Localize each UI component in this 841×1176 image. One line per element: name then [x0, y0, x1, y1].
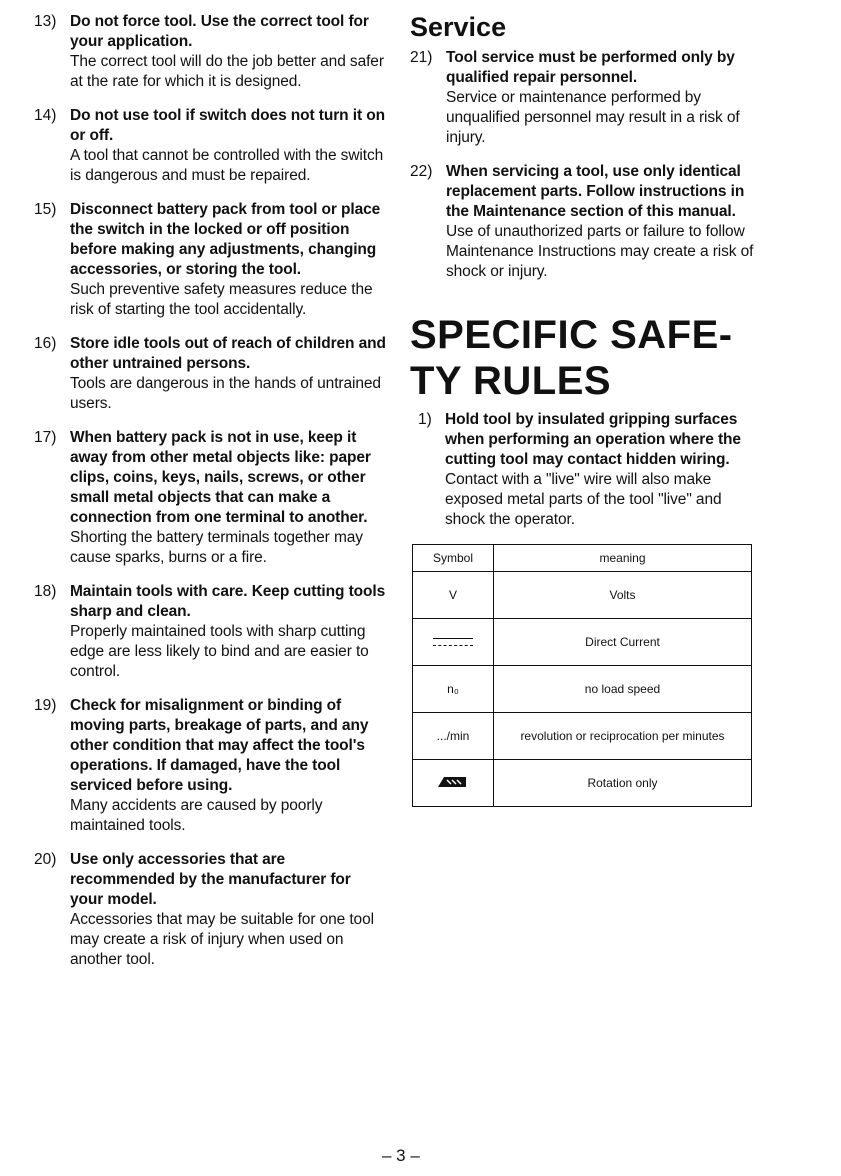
rule-body: A tool that cannot be controlled with the switch is dangerous and must be repaired.	[70, 147, 384, 184]
rule-body: Shorting the battery terminals together may cause sparks, burns or a fire.	[70, 529, 363, 566]
rule-number: 21)	[410, 49, 433, 66]
table-row	[413, 619, 752, 666]
meaning-cell: Direct Current	[494, 619, 752, 666]
meaning-cell: Volts	[494, 572, 752, 619]
rule-number: 1)	[418, 411, 432, 428]
table-row	[413, 666, 752, 713]
header-symbol: Symbol	[413, 545, 494, 572]
rule-body: Such preventive safety measures reduce the risk of starting the tool accidentally.	[70, 281, 373, 318]
rule-body: Contact with a "live" wire will also make exposed metal parts of the tool "live" and shock the operator.	[445, 471, 722, 528]
rule-number: 16)	[34, 335, 57, 352]
rule-16	[34, 334, 386, 414]
specific-rule-1	[410, 410, 760, 530]
rule-heading: Do not force tool. Use the correct tool for your application.	[70, 13, 369, 50]
rule-22	[410, 162, 760, 282]
rule-number: 18)	[34, 583, 57, 600]
rule-body: Service or maintenance performed by unqualified personnel may result in a risk of injury.	[446, 89, 740, 146]
table-header-row	[413, 545, 752, 572]
rule-15	[34, 200, 386, 320]
rule-number: 17)	[34, 429, 57, 446]
rotation-only-icon	[436, 775, 470, 789]
symbol-table	[412, 544, 752, 807]
meaning-cell: revolution or reciprocation per minutes	[494, 713, 752, 760]
rule-heading: Store idle tools out of reach of children and other untrained persons.	[70, 335, 386, 372]
rule-number: 15)	[34, 201, 57, 218]
rule-body: Properly maintained tools with sharp cutting edge are less likely to bind and are easier to control.	[70, 623, 369, 680]
rule-13	[34, 12, 386, 92]
rule-body: Many accidents are caused by poorly maintained tools.	[70, 797, 323, 834]
rule-number: 14)	[34, 107, 57, 124]
rule-body: Accessories that may be suitable for one tool may create a risk of injury when used on another tool.	[70, 911, 374, 968]
specific-title-line2: TY RULES	[410, 359, 612, 403]
table-row	[413, 713, 752, 760]
symbol-cell: n₀	[413, 666, 494, 713]
right-column	[410, 12, 760, 807]
service-title: Service	[410, 12, 507, 42]
rule-heading: When battery pack is not in use, keep it away from other metal objects like: paper clips, coins, keys, nails, screws, or other small metal objects that can make a connection from one terminal to another.	[70, 429, 371, 526]
specific-title-line1: SPECIFIC SAFE-	[410, 313, 733, 357]
symbol-cell: V	[413, 572, 494, 619]
rule-body: Use of unauthorized parts or failure to follow Maintenance Instructions may create a risk of shock or injury.	[446, 223, 754, 280]
rule-body: The correct tool will do the job better and safer at the rate for which it is designed.	[70, 53, 384, 90]
header-meaning: meaning	[494, 545, 752, 572]
rule-number: 20)	[34, 851, 57, 868]
specific-safety-title	[410, 312, 760, 404]
rule-21	[410, 48, 760, 148]
rule-heading: Check for misalignment or binding of moving parts, breakage of parts, and any other condition that may affect the tool's operations. If damaged, have the tool serviced before using.	[70, 697, 369, 794]
meaning-cell: no load speed	[494, 666, 752, 713]
rule-19	[34, 696, 386, 836]
table-row	[413, 760, 752, 807]
table-row	[413, 572, 752, 619]
meaning-cell: Rotation only	[494, 760, 752, 807]
rule-14	[34, 106, 386, 186]
rule-18	[34, 582, 386, 682]
rule-20	[34, 850, 386, 970]
rule-heading: Tool service must be performed only by qualified repair personnel.	[446, 49, 735, 86]
page-number: – 3 –	[382, 1146, 420, 1165]
direct-current-icon	[433, 638, 473, 646]
rule-number: 19)	[34, 697, 57, 714]
left-column	[34, 12, 386, 984]
rule-heading: When servicing a tool, use only identical replacement parts. Follow instructions in the Maintenance section of this manual.	[446, 163, 745, 220]
symbol-cell	[413, 760, 494, 807]
rule-number: 22)	[410, 163, 433, 180]
rule-number: 13)	[34, 13, 57, 30]
symbol-cell	[413, 619, 494, 666]
rule-body: Tools are dangerous in the hands of untrained users.	[70, 375, 381, 412]
symbol-cell: .../min	[413, 713, 494, 760]
rule-heading: Use only accessories that are recommended by the manufacturer for your model.	[70, 851, 351, 908]
rule-heading: Hold tool by insulated gripping surfaces when performing an operation where the cutting tool may contact hidden wiring.	[445, 411, 741, 468]
rule-heading: Maintain tools with care. Keep cutting tools sharp and clean.	[70, 583, 386, 620]
rule-17	[34, 428, 386, 568]
rule-heading: Do not use tool if switch does not turn it on or off.	[70, 107, 385, 144]
rule-heading: Disconnect battery pack from tool or place the switch in the locked or off position before making any adjustments, changing accessories, or storing the tool.	[70, 201, 381, 278]
